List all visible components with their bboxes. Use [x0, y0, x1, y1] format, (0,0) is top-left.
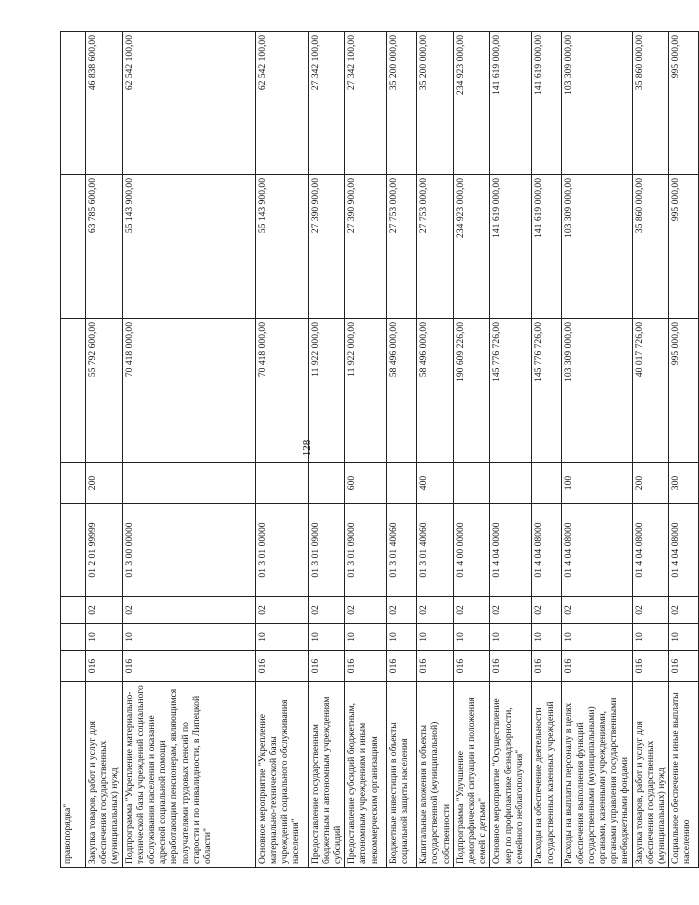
- cell-amount-3: 46 838 600,00: [86, 32, 123, 175]
- cell-amount-1: 70 418 000,00: [122, 319, 255, 463]
- cell-admin-code: 016: [490, 651, 532, 682]
- cell-target-article: [61, 504, 86, 597]
- cell-admin-code: 016: [387, 651, 417, 682]
- cell-name: Основное мероприятие "Укрепление материально-технической базы учреждений социального обслуживания населения": [255, 682, 308, 868]
- cell-target-article: 01 3 01 00000: [255, 504, 308, 597]
- cell-admin-code: 016: [255, 651, 308, 682]
- cell-target-article: 01 4 04 08000: [669, 504, 699, 597]
- cell-expense-kind: [532, 463, 562, 504]
- budget-table: [60, 31, 699, 868]
- table-row: [122, 32, 255, 868]
- cell-target-article: 01 2 01 99999: [86, 504, 123, 597]
- cell-amount-2: 55 143 900,00: [122, 175, 255, 319]
- cell-amount-1: 145 776 726,00: [490, 319, 532, 463]
- cell-subsection: 02: [669, 597, 699, 624]
- cell-expense-kind: 300: [669, 463, 699, 504]
- table-body: [61, 32, 699, 868]
- cell-target-article: 01 3 01 40060: [417, 504, 454, 597]
- table-row: [669, 32, 699, 868]
- cell-amount-1: 40 017 726,00: [632, 319, 669, 463]
- rotated-table-container: [60, 32, 693, 868]
- cell-section: 10: [490, 624, 532, 651]
- cell-amount-1: 11 922 000,00: [308, 319, 345, 463]
- cell-target-article: 01 4 04 08000: [562, 504, 632, 597]
- cell-target-article: 01 4 04 08000: [532, 504, 562, 597]
- cell-amount-3: 995 000,00: [669, 32, 699, 175]
- cell-name: Капитальные вложения в объекты государственной (муниципальной) собственности: [417, 682, 454, 868]
- cell-section: 10: [669, 624, 699, 651]
- cell-amount-3: 27 342 100,00: [345, 32, 387, 175]
- cell-section: 10: [532, 624, 562, 651]
- cell-target-article: 01 3 01 09000: [345, 504, 387, 597]
- cell-target-article: 01 4 04 08000: [632, 504, 669, 597]
- cell-expense-kind: [490, 463, 532, 504]
- cell-amount-1: 190 609 226,00: [453, 319, 490, 463]
- cell-subsection: 02: [632, 597, 669, 624]
- cell-section: 10: [255, 624, 308, 651]
- cell-target-article: 01 3 01 09000: [308, 504, 345, 597]
- cell-amount-2: [61, 175, 86, 319]
- cell-section: 10: [453, 624, 490, 651]
- cell-subsection: 02: [453, 597, 490, 624]
- cell-amount-2: 103 309 000,00: [562, 175, 632, 319]
- cell-amount-3: 62 542 100,00: [255, 32, 308, 175]
- cell-amount-3: 35 860 000,00: [632, 32, 669, 175]
- cell-target-article: 01 4 04 00000: [490, 504, 532, 597]
- cell-amount-2: 141 619 000,00: [490, 175, 532, 319]
- table-row: [308, 32, 345, 868]
- cell-name: Закупка товаров, работ и услуг для обеспечения государственных (муниципальных) нужд: [632, 682, 669, 868]
- cell-expense-kind: 200: [632, 463, 669, 504]
- cell-name: Расходы на обеспечение деятельности государственных казенных учреждений: [532, 682, 562, 868]
- cell-amount-1: 103 309 000,00: [562, 319, 632, 463]
- cell-amount-3: 35 200 000,00: [387, 32, 417, 175]
- cell-expense-kind: 600: [345, 463, 387, 504]
- cell-amount-3: 103 309 000,00: [562, 32, 632, 175]
- cell-expense-kind: 400: [417, 463, 454, 504]
- cell-name: Подпрограмма "Улучшение демографической ситуации и положения семей с детьми": [453, 682, 490, 868]
- cell-section: 10: [308, 624, 345, 651]
- cell-admin-code: 016: [86, 651, 123, 682]
- cell-name: Бюджетные инвестиции в объекты социальной защиты населения: [387, 682, 417, 868]
- cell-amount-2: 27 390 900,00: [308, 175, 345, 319]
- cell-expense-kind: [387, 463, 417, 504]
- cell-section: 10: [562, 624, 632, 651]
- cell-amount-3: [61, 32, 86, 175]
- cell-amount-3: 27 342 100,00: [308, 32, 345, 175]
- table-row: [86, 32, 123, 868]
- cell-subsection: 02: [345, 597, 387, 624]
- cell-name: Подпрограмма "Укрепление материально-технической базы учреждений социального обслуживания населения и оказание адресной социальной помощи неработающим пенсионерам, являющимся получателями трудовых пенсий по старости и по инвалидности, в Липецкой области": [122, 682, 255, 868]
- cell-amount-1: 55 792 600,00: [86, 319, 123, 463]
- cell-expense-kind: 200: [86, 463, 123, 504]
- cell-subsection: [61, 597, 86, 624]
- cell-name: Расходы на выплаты персоналу в целях обеспечения выполнения функций государственными (муниципальными) органами, казенными учреждениями, органами управления государственными внебюджетными фондами: [562, 682, 632, 868]
- cell-subsection: 02: [255, 597, 308, 624]
- cell-admin-code: 016: [308, 651, 345, 682]
- cell-section: 10: [632, 624, 669, 651]
- cell-expense-kind: [122, 463, 255, 504]
- cell-amount-1: 145 776 726,00: [532, 319, 562, 463]
- cell-amount-1: 58 496 000,00: [417, 319, 454, 463]
- cell-name: Предоставление государственным бюджетным и автономным учреждениям субсидий: [308, 682, 345, 868]
- cell-section: 10: [345, 624, 387, 651]
- cell-admin-code: 016: [345, 651, 387, 682]
- table-row: [255, 32, 308, 868]
- cell-amount-2: 55 143 900,00: [255, 175, 308, 319]
- cell-expense-kind: [453, 463, 490, 504]
- cell-name: Закупка товаров, работ и услуг для обеспечения государственных (муниципальных) нужд: [86, 682, 123, 868]
- cell-amount-2: 141 619 000,00: [532, 175, 562, 319]
- table-row: [61, 32, 86, 868]
- cell-amount-1: 70 418 000,00: [255, 319, 308, 463]
- cell-subsection: 02: [490, 597, 532, 624]
- cell-name: Предоставление субсидий бюджетным, автономным учреждениям и иным некоммерческим организациям: [345, 682, 387, 868]
- page-number: 128: [301, 439, 313, 457]
- table-row: [562, 32, 632, 868]
- cell-admin-code: 016: [632, 651, 669, 682]
- cell-amount-1: 11 922 000,00: [345, 319, 387, 463]
- table-row: [632, 32, 669, 868]
- cell-subsection: 02: [122, 597, 255, 624]
- cell-amount-2: 27 753 000,00: [417, 175, 454, 319]
- cell-subsection: 02: [308, 597, 345, 624]
- cell-admin-code: 016: [417, 651, 454, 682]
- cell-name: Социальное обеспечение и иные выплаты населению: [669, 682, 699, 868]
- cell-expense-kind: [308, 463, 345, 504]
- cell-amount-1: 995 000,00: [669, 319, 699, 463]
- cell-admin-code: 016: [122, 651, 255, 682]
- table-row: [417, 32, 454, 868]
- cell-section: 10: [417, 624, 454, 651]
- table-row: [345, 32, 387, 868]
- cell-admin-code: 016: [532, 651, 562, 682]
- cell-amount-3: 234 923 000,00: [453, 32, 490, 175]
- cell-amount-3: 62 542 100,00: [122, 32, 255, 175]
- cell-target-article: 01 3 00 00000: [122, 504, 255, 597]
- table-row: [532, 32, 562, 868]
- cell-section: 10: [122, 624, 255, 651]
- cell-admin-code: 016: [453, 651, 490, 682]
- cell-target-article: 01 4 00 00000: [453, 504, 490, 597]
- cell-amount-2: 27 753 000,00: [387, 175, 417, 319]
- cell-amount-1: [61, 319, 86, 463]
- cell-admin-code: 016: [562, 651, 632, 682]
- cell-amount-1: 58 496 000,00: [387, 319, 417, 463]
- cell-section: 10: [86, 624, 123, 651]
- table-row: [453, 32, 490, 868]
- cell-amount-2: 35 860 000,00: [632, 175, 669, 319]
- cell-name: правопорядка": [61, 682, 86, 868]
- cell-amount-3: 141 619 000,00: [490, 32, 532, 175]
- cell-target-article: 01 3 01 40060: [387, 504, 417, 597]
- cell-amount-3: 35 200 000,00: [417, 32, 454, 175]
- cell-expense-kind: [255, 463, 308, 504]
- cell-amount-2: 63 785 600,00: [86, 175, 123, 319]
- table-row: [490, 32, 532, 868]
- cell-amount-2: 27 390 900,00: [345, 175, 387, 319]
- cell-amount-2: 234 923 000,00: [453, 175, 490, 319]
- cell-subsection: 02: [387, 597, 417, 624]
- cell-subsection: 02: [417, 597, 454, 624]
- cell-admin-code: [61, 651, 86, 682]
- cell-admin-code: 016: [669, 651, 699, 682]
- cell-amount-3: 141 619 000,00: [532, 32, 562, 175]
- cell-subsection: 02: [562, 597, 632, 624]
- cell-subsection: 02: [86, 597, 123, 624]
- table-row: [387, 32, 417, 868]
- cell-expense-kind: 100: [562, 463, 632, 504]
- cell-name: Основное мероприятие "Осуществление мер по профилактике безнадзорности, семейного неблагополучия": [490, 682, 532, 868]
- cell-subsection: 02: [532, 597, 562, 624]
- cell-section: 10: [387, 624, 417, 651]
- cell-section: [61, 624, 86, 651]
- cell-amount-2: 995 000,00: [669, 175, 699, 319]
- cell-expense-kind: [61, 463, 86, 504]
